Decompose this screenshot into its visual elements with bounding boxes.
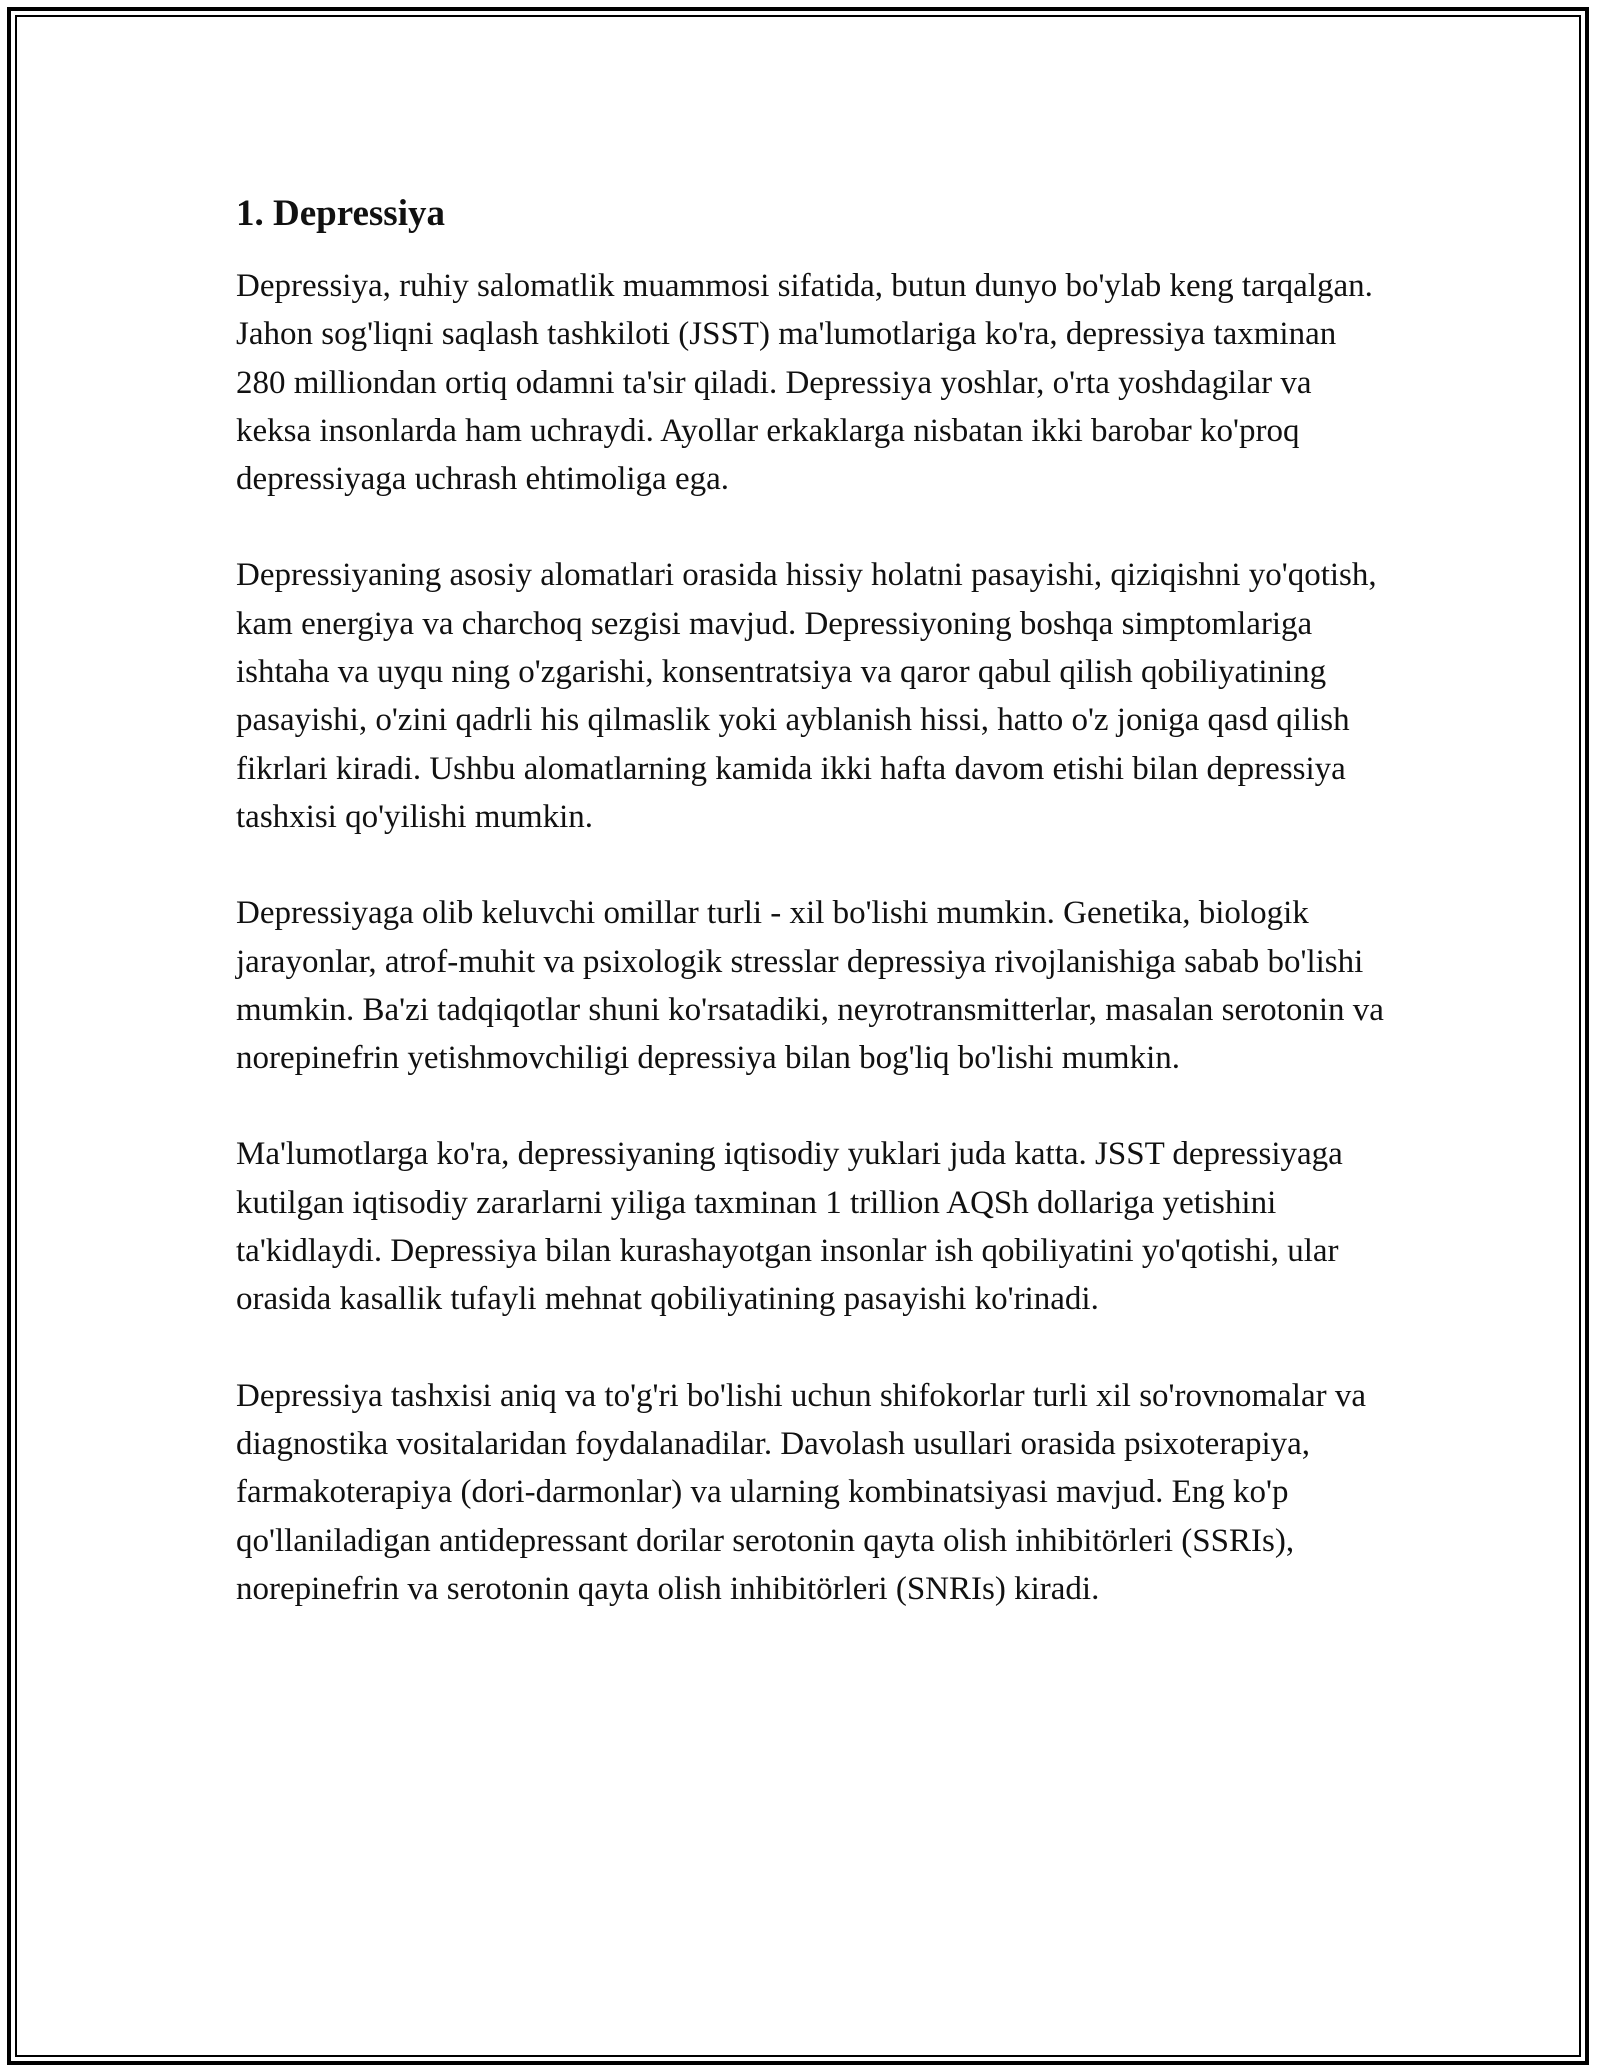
paragraph-diagnosis-treatment: Depressiya tashxisi aniq va to'g'ri bo'lishi uchun shifokorlar turli xil so'rovnomalar va diagnostika vositalaridan foydalanadilar. Davolash usullari orasida psixoterapiya, farmakoterapiya (dori-darmonlar) va ularning kombinatsiyasi mavjud. Eng ko'p qo'llaniladigan antidepressant dorilar serotonin qayta olish inhibitörleri (SSRIs), norepinefrin va serotonin qayta olish inhibitörleri (SNRIs) kiradi. [236,1377,1366,1607]
paragraph-prevalence: Depressiya, ruhiy salomatlik muammosi sifatida, butun dunyo bo'ylab keng tarqalgan. Jahon sog'liqni saqlash tashkiloti (JSST) ma'lumotlariga ko'ra, depressiya taxminan 280 milliondan ortiq odamni ta'sir qiladi. Depressiya yoshlar, o'rta yoshdagilar va keksa insonlarda ham uchraydi. Ayollar erkaklarga nisbatan ikki barobar ko'proq depressiyaga uchrash ehtimoliga ega. [236,268,1373,498]
paragraph-causes: Depressiyaga olib keluvchi omillar turli - xil bo'lishi mumkin. Genetika, biologik jarayonlar, atrof-muhit va psixologik stresslar depressiya rivojlanishiga sabab bo'lishi mumkin. Ba'zi tadqiqotlar shuni ko'rsatadiki, neyrotransmitterlar, masalan serotonin va norepinefrin yetishmovchiligi depressiya bilan bog'liq bo'lishi mumkin. [236,895,1384,1077]
paragraph-economic-burden: Ma'lumotlarga ko'ra, depressiyaning iqtisodiy yuklari juda katta. JSST depressiyaga kutilgan iqtisodiy zararlarni yiliga taxminan 1 trillion AQSh dollariga yetishini ta'kidlaydi. Depressiya bilan kurashayotgan insonlar ish qobiliyatini yo'qotishi, ular orasida kasallik tufayli mehnat qobiliyatining pasayishi ko'rinadi. [236,1136,1343,1318]
paragraph-symptoms: Depressiyaning asosiy alomatlari orasida hissiy holatni pasayishi, qiziqishni yo'qotish, kam energiya va charchoq sezgisi mavjud. Depressiyoning boshqa simptomlariga ishtaha va uyqu ning o'zgarishi, konsentratsiya va qaror qabul qilish qobiliyatining pasayishi, o'zini qadrli his qilmaslik yoki ayblanish hissi, hatto o'z joniga qasd qilish fikrlari kiradi. Ushbu alomatlarning kamida ikki hafta davom etishi bilan depressiya tashxisi qo'yilishi mumkin. [236,557,1377,835]
document-body [236,188,1386,1661]
section-heading: 1. Depressiya [236,193,445,234]
